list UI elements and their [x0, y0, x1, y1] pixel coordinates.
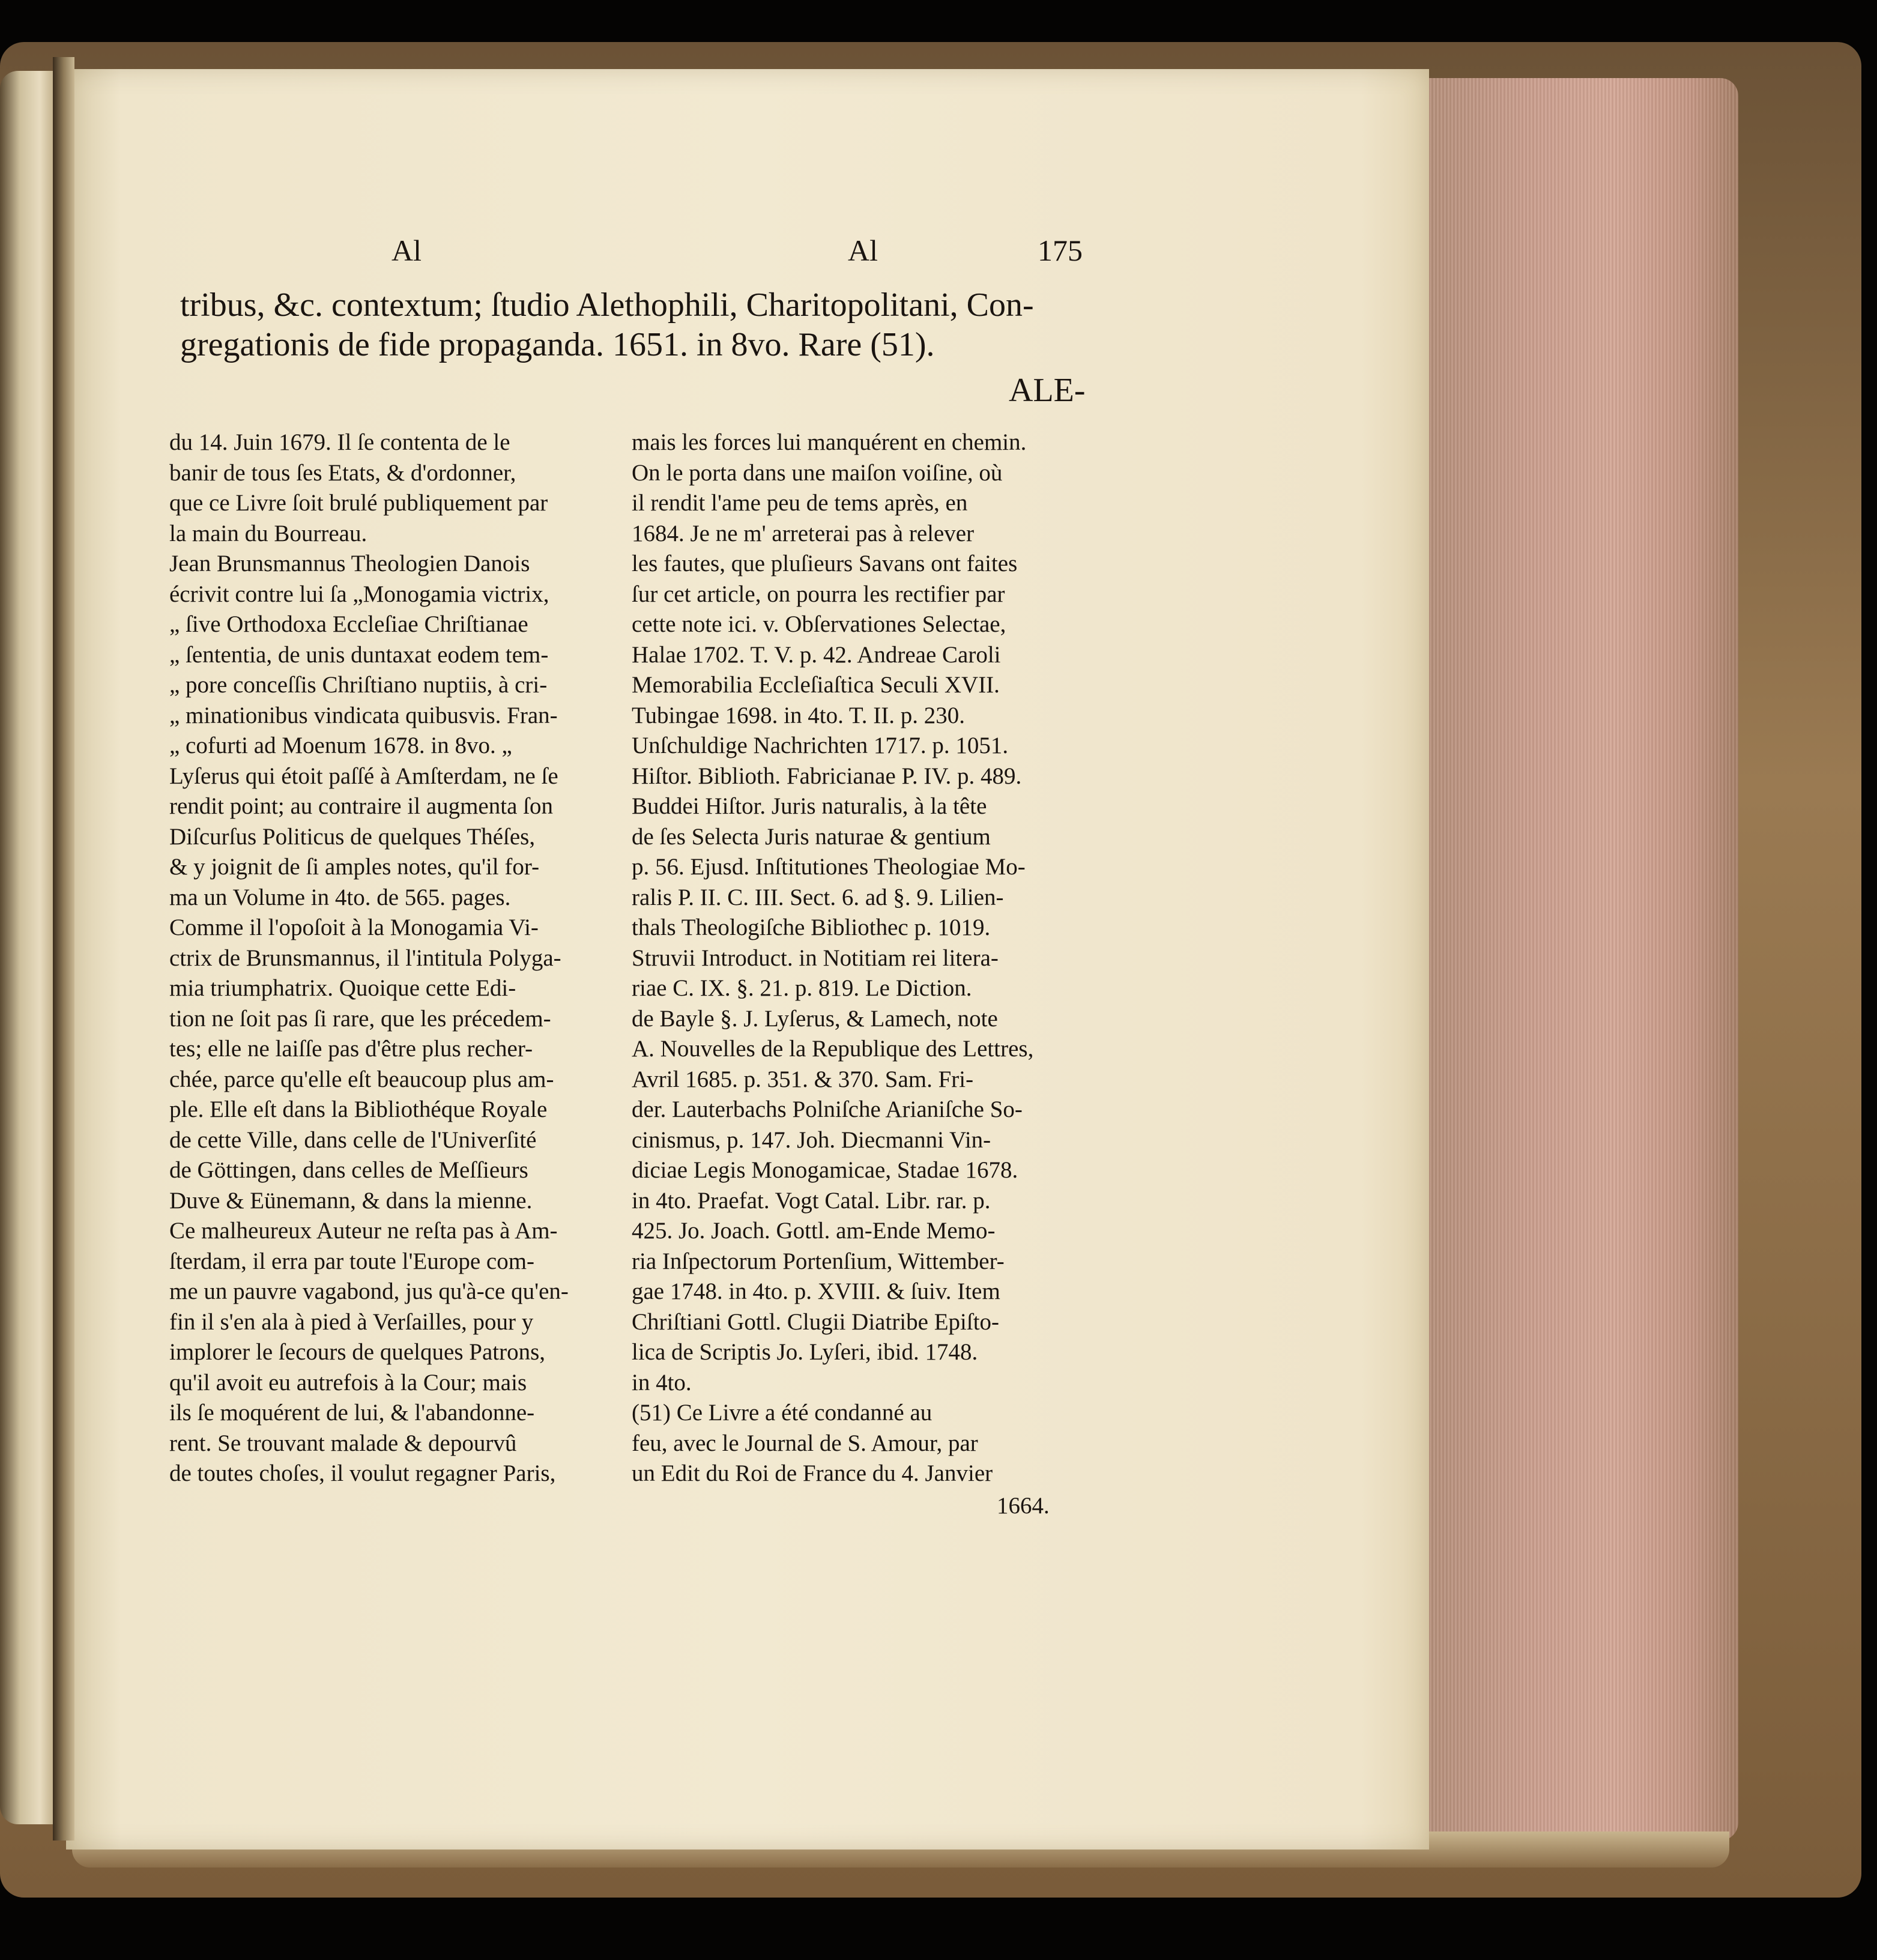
- text-line: Lyſerus qui étoit paſſé à Amſterdam, ne ſe: [169, 763, 558, 789]
- text-line: Memorabilia Eccleſiaſtica Seculi XVII.: [632, 672, 1000, 698]
- text-line: tion ne ſoit pas ſi rare, que les précedem-: [169, 1005, 551, 1032]
- text-line: „ ſententia, de unis duntaxat eodem tem-: [169, 641, 549, 668]
- gutter: [53, 57, 74, 1841]
- text-line: implorer le ſecours de quelques Patrons,: [169, 1339, 545, 1365]
- text-line: Tubingae 1698. in 4to. T. II. p. 230.: [632, 702, 966, 728]
- fore-edge: [1426, 78, 1738, 1841]
- text-line: que ce Livre ſoit brulé publiquement par: [169, 490, 548, 516]
- left-column: [169, 428, 614, 1489]
- text-line: in 4to.: [632, 1369, 692, 1396]
- text-line: tes; elle ne laiſſe pas d'être plus recher-: [169, 1036, 533, 1062]
- text-line: cette note ici. v. Obſervationes Selectae,: [632, 611, 1006, 637]
- text-line: „ cofurti ad Moenum 1678. in 8vo. „: [169, 733, 512, 758]
- text-line: banir de tous ſes Etats, & d'ordonner,: [169, 459, 516, 486]
- text-line: de cette Ville, dans celle de l'Univerſité: [169, 1127, 537, 1153]
- text-line: „ minationibus vindicata quibusvis. Fran-: [169, 702, 558, 728]
- text-line: ils ſe moquérent de lui, & l'abandonne-: [169, 1400, 535, 1426]
- text-line: ralis P. II. C. III. Sect. 6. ad §. 9. Lilien-: [632, 884, 1004, 910]
- text-line: qu'il avoit eu autrefois à la Cour; mais: [169, 1369, 527, 1396]
- text-line: mia triumphatrix. Quoique cette Edi-: [169, 975, 516, 1001]
- text-line: écrivit contre lui ſa „Monogamia victrix,: [169, 581, 549, 607]
- text-line: rendit point; au contraire il augmenta ſon: [169, 793, 553, 819]
- catchword: ALE-: [1009, 372, 1086, 409]
- text-line: ple. Elle eſt dans la Bibliothéque Royale: [169, 1096, 548, 1122]
- text-line: ma un Volume in 4to. de 565. pages.: [169, 884, 511, 910]
- text-line: feu, avec le Journal de S. Amour, par: [632, 1430, 978, 1456]
- text-line: Duve & Eünemann, & dans la mienne.: [169, 1187, 533, 1214]
- text-line: mais les forces lui manquérent en chemin.: [632, 429, 1027, 455]
- text-line: (51) Ce Livre a été condanné au: [632, 1400, 932, 1426]
- text-line: Buddei Hiſtor. Juris naturalis, à la tête: [632, 793, 987, 819]
- right-column: [632, 428, 1094, 1489]
- text-line: rent. Se trouvant malade & depourvû: [169, 1430, 517, 1456]
- right-column-tail: 1664.: [997, 1493, 1050, 1519]
- text-line: in 4to. Praefat. Vogt Catal. Libr. rar. p.: [632, 1187, 991, 1214]
- text-line: Diſcurſus Politicus de quelques Théſes,: [169, 823, 536, 850]
- text-line: de Göttingen, dans celles de Meſſieurs: [169, 1157, 528, 1183]
- center-running-head: Al: [848, 234, 878, 267]
- text-line: 1684. Je ne m' arreterai pas à relever: [632, 520, 975, 546]
- left-running-head: Al: [391, 234, 422, 267]
- text-line: lica de Scriptis Jo. Lyſeri, ibid. 1748.: [632, 1339, 978, 1365]
- text-line: & y joignit de ſi amples notes, qu'il for-: [169, 854, 540, 880]
- text-line: Chriſtiani Gottl. Clugii Diatribe Epiſto-: [632, 1308, 1000, 1335]
- text-line: Jean Brunsmannus Theologien Danois: [169, 551, 530, 576]
- page-number: 175: [1038, 234, 1083, 267]
- text-line: Halae 1702. T. V. p. 42. Andreae Caroli: [632, 641, 1001, 668]
- text-line: chée, parce qu'elle eſt beaucoup plus am-: [169, 1066, 554, 1092]
- text-line: fin il s'en ala à pied à Verſailles, pour y: [169, 1308, 534, 1335]
- text-line: ria Inſpectorum Portenſium, Wittember-: [632, 1248, 1005, 1274]
- text-line: ctrix de Brunsmannus, il l'intitula Polyga-: [169, 945, 561, 971]
- text-line: Struvii Introduct. in Notitiam rei litera-: [632, 945, 999, 971]
- text-line: Avril 1685. p. 351. & 370. Sam. Fri-: [632, 1066, 974, 1092]
- text-line: me un pauvre vagabond, jus qu'à-ce qu'en-: [169, 1278, 569, 1304]
- text-line: du 14. Juin 1679. Il ſe contenta de le: [169, 429, 510, 455]
- facing-page-edge: [0, 71, 57, 1824]
- text-line: un Edit du Roi de France du 4. Janvier: [632, 1460, 993, 1486]
- text-line: riae C. IX. §. 21. p. 819. Le Diction.: [632, 975, 972, 1001]
- text-line: 425. Jo. Joach. Gottl. am-Ende Memo-: [632, 1218, 996, 1244]
- text-line: ſur cet article, on pourra les rectifier par: [632, 581, 1005, 607]
- text-line: Ce malheureux Auteur ne reſta pas à Am-: [169, 1218, 558, 1244]
- text-line: „ ſive Orthodoxa Eccleſiae Chriſtianae: [169, 611, 528, 637]
- main-text-block: [180, 285, 1105, 364]
- main-text-line: gregationis de fide propaganda. 1651. in 8vo. Rare (51).: [180, 326, 935, 363]
- text-line: de ſes Selecta Juris naturae & gentium: [632, 823, 991, 850]
- text-line: thals Theologiſche Bibliothec p. 1019.: [632, 915, 991, 940]
- text-line: der. Lauterbachs Polniſche Arianiſche So-: [632, 1096, 1023, 1122]
- text-line: ſterdam, il erra par toute l'Europe com-: [169, 1248, 535, 1274]
- main-text-line: tribus, &c. contextum; ſtudio Alethophili, Charitopolitani, Con-: [180, 286, 1034, 324]
- text-line: cinismus, p. 147. Joh. Diecmanni Vin-: [632, 1127, 991, 1153]
- text-line: de Bayle §. J. Lyſerus, & Lamech, note: [632, 1005, 998, 1032]
- text-line: Unſchuldige Nachrichten 1717. p. 1051.: [632, 733, 1009, 758]
- text-line: de toutes choſes, il voulut regagner Paris,: [169, 1460, 556, 1486]
- text-line: les fautes, que pluſieurs Savans ont faites: [632, 551, 1018, 576]
- text-line: diciae Legis Monogamicae, Stadae 1678.: [632, 1157, 1018, 1183]
- text-line: la main du Bourreau.: [169, 520, 367, 546]
- text-line: Comme il l'opoſoit à la Monogamia Vi-: [169, 915, 539, 940]
- text-line: il rendit l'ame peu de tems après, en: [632, 490, 968, 516]
- text-line: „ pore conceſſis Chriſtiano nuptiis, à cri-: [169, 672, 548, 698]
- text-line: p. 56. Ejusd. Inſtitutiones Theologiae Mo-: [632, 854, 1026, 880]
- text-line: gae 1748. in 4to. p. XVIII. & ſuiv. Item: [632, 1278, 1000, 1304]
- text-line: Hiſtor. Biblioth. Fabricianae P. IV. p. 489.: [632, 763, 1022, 789]
- text-line: A. Nouvelles de la Republique des Lettres,: [632, 1036, 1034, 1062]
- text-line: On le porta dans une maiſon voiſine, où: [632, 459, 1003, 486]
